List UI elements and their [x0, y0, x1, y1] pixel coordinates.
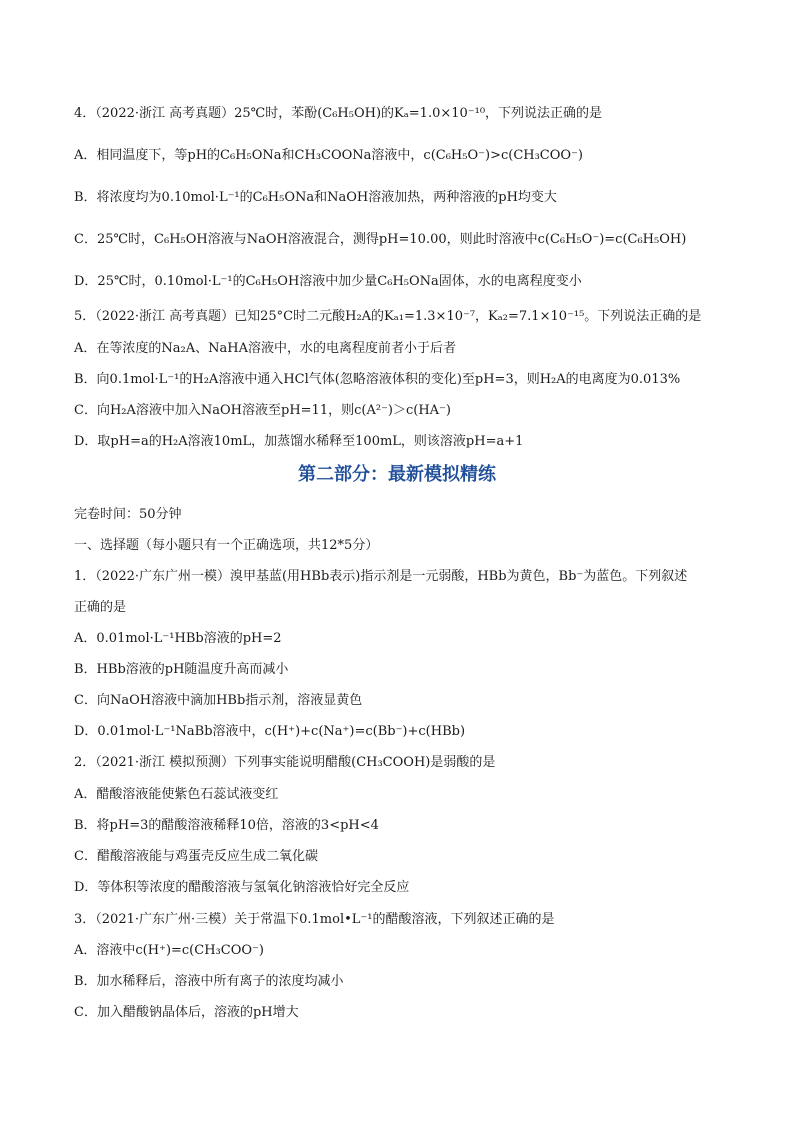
question-3-stem: 3．（2021·广东广州·三模）关于常温下0.1mol•L⁻¹的醋酸溶液，下列叙述正确的是 [74, 912, 555, 927]
question-2-option-a: A．醋酸溶液能使紫色石蕊试液变红 [74, 787, 279, 802]
question-5-stem: 5．（2022·浙江 高考真题）已知25°C时二元酸H₂A的Kₐ₁=1.3×10⁻⁷，Kₐ₂=7.1×10⁻¹⁵。下列说法正确的是 [74, 309, 702, 324]
question-5-option-d: D．取pH=a的H₂A溶液10mL，加蒸馏水稀释至100mL，则该溶液pH=a+1 [74, 434, 524, 449]
question-5-option-a: A．在等浓度的Na₂A、NaHA溶液中，水的电离程度前者小于后者 [74, 341, 456, 356]
question-4-option-d: D．25℃时，0.10mol·L⁻¹的C₆H₅OH溶液中加少量C₆H₅ONa固体，水的电离程度变小 [74, 274, 582, 289]
question-5-option-c: C．向H₂A溶液中加入NaOH溶液至pH=11，则c(A²⁻)＞c(HA⁻) [74, 403, 451, 418]
question-2-option-b: B．将pH=3的醋酸溶液稀释10倍，溶液的3<pH<4 [74, 818, 379, 833]
time-limit: 完卷时间：50分钟 [74, 507, 182, 522]
question-3-option-c: C．加入醋酸钠晶体后，溶液的pH增大 [74, 1005, 299, 1020]
question-1-stem-line1: 1．（2022·广东广州一模）溴甲基蓝(用HBb表示)指示剂是一元弱酸，HBb为黄色，Bb⁻为蓝色。下列叙述 [74, 569, 688, 584]
question-1-option-c: C．向NaOH溶液中滴加HBb指示剂，溶液显黄色 [74, 693, 363, 708]
question-4-option-c: C．25℃时，C₆H₅OH溶液与NaOH溶液混合，测得pH=10.00，则此时溶液中c(C₆H₅O⁻)=c(C₆H₅OH) [74, 232, 687, 247]
question-2-option-d: D．等体积等浓度的醋酸溶液与氢氧化钠溶液恰好完全反应 [74, 880, 410, 895]
section-heading: 一、选择题（每小题只有一个正确选项，共12*5分） [74, 538, 379, 553]
question-2-stem: 2．（2021·浙江 模拟预测）下列事实能说明醋酸(CH₃COOH)是弱酸的是 [74, 755, 496, 770]
question-3-option-a: A．溶液中c(H⁺)=c(CH₃COO⁻) [74, 943, 264, 958]
question-5-option-b: B．向0.1mol·L⁻¹的H₂A溶液中通入HCl气体(忽略溶液体积的变化)至pH=3，则H₂A的电离度为0.013% [74, 372, 681, 387]
question-1-option-d: D．0.01mol·L⁻¹NaBb溶液中，c(H⁺)+c(Na⁺)=c(Bb⁻)+c(HBb) [74, 724, 466, 739]
question-1-option-b: B．HBb溶液的pH随温度升高而减小 [74, 662, 289, 677]
question-4-stem: 4．（2022·浙江 高考真题）25℃时，苯酚(C₆H₅OH)的Kₐ=1.0×10⁻¹⁰，下列说法正确的是 [74, 106, 603, 121]
section-title: 第二部分：最新模拟精练 [298, 464, 496, 485]
question-3-option-b: B．加水稀释后，溶液中所有离子的浓度均减小 [74, 974, 344, 989]
question-1-option-a: A．0.01mol·L⁻¹HBb溶液的pH=2 [74, 631, 282, 646]
question-1-stem-line2: 正确的是 [74, 600, 127, 615]
question-2-option-c: C．醋酸溶液能与鸡蛋壳反应生成二氧化碳 [74, 849, 318, 864]
question-4-option-a: A．相同温度下，等pH的C₆H₅ONa和CH₃COONa溶液中，c(C₆H₅O⁻)>c(CH₃COO⁻) [74, 148, 584, 163]
question-4-option-b: B．将浓度均为0.10mol·L⁻¹的C₆H₅ONa和NaOH溶液加热，两种溶液的pH均变大 [74, 190, 557, 205]
